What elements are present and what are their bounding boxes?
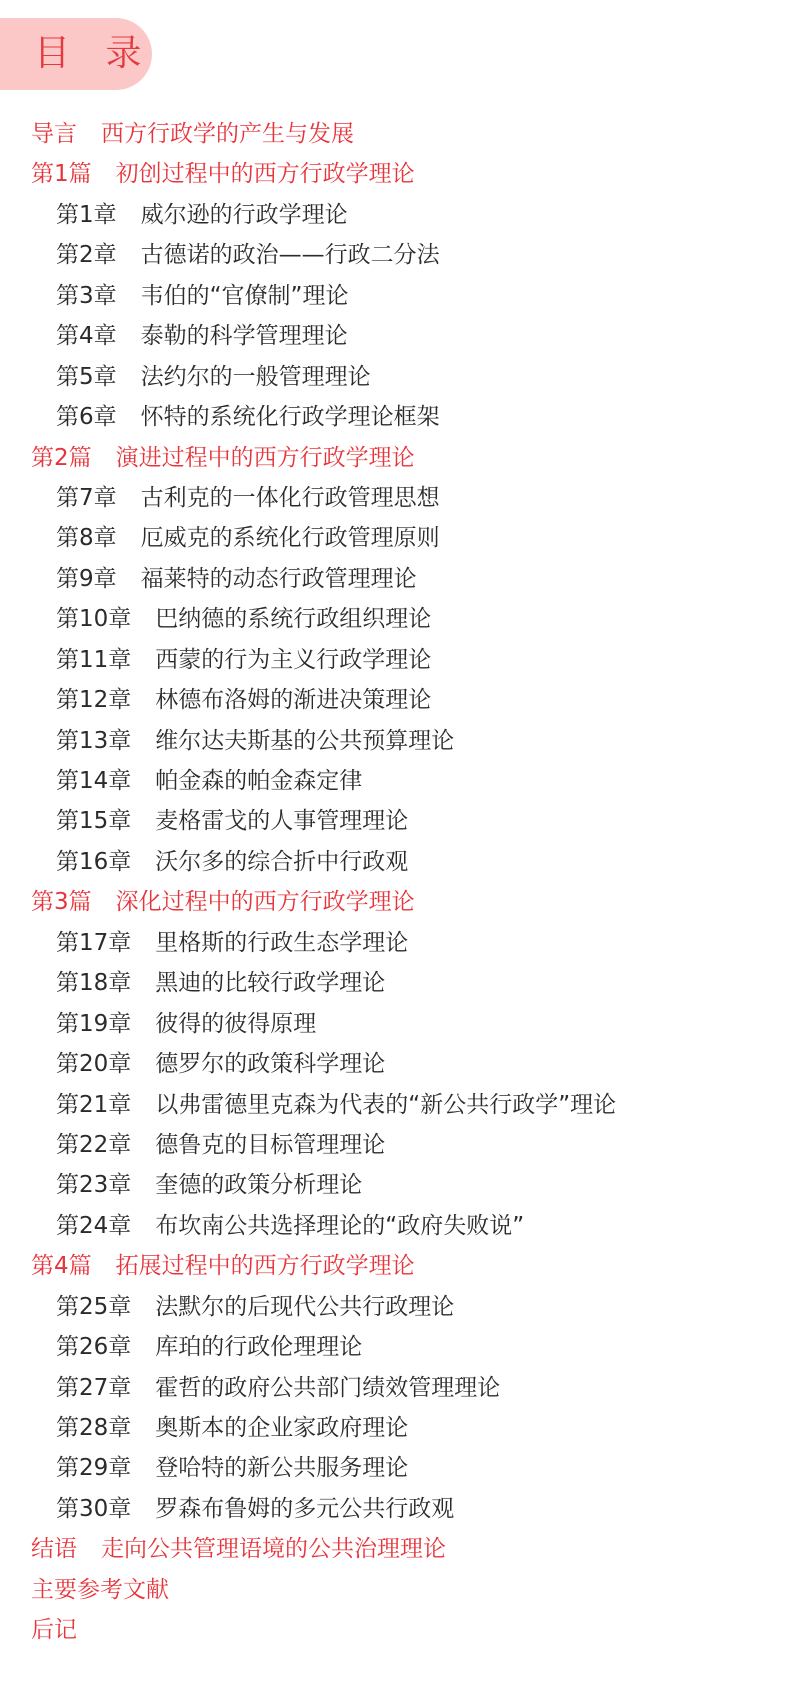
toc-entry-number: 第28章 <box>56 1415 132 1441</box>
toc-entry-number: 第18章 <box>56 970 132 997</box>
toc-entry-title: 德鲁克的目标管理理论 <box>155 1131 386 1158</box>
toc-chapter-entry[interactable] <box>0 801 790 841</box>
toc-entry-number: 第20章 <box>56 1051 132 1078</box>
toc-entry-title: 巴纳德的系统行政组织理论 <box>155 606 432 633</box>
toc-part-entry[interactable] <box>0 1610 790 1650</box>
toc-chapter-entry[interactable] <box>0 1206 790 1246</box>
toc-entry-title: 登哈特的新公共服务理论 <box>155 1455 409 1482</box>
toc-entry-title: 奥斯本的企业家政府理论 <box>155 1415 409 1441</box>
toc-entry-title: 霍哲的政府公共部门绩效管理理论 <box>155 1374 501 1401</box>
toc-entry-number: 第17章 <box>56 929 132 956</box>
toc-chapter-entry[interactable] <box>0 559 790 599</box>
toc-entry-number: 第22章 <box>56 1131 132 1158</box>
toc-part-entry[interactable] <box>0 882 790 922</box>
toc-list <box>0 114 790 1651</box>
toc-chapter-entry[interactable] <box>0 1085 790 1125</box>
toc-entry-title: 罗森布鲁姆的多元公共行政观 <box>155 1495 455 1522</box>
toc-entry-title: 布坎南公共选择理论的“政府失败说” <box>155 1212 525 1239</box>
toc-chapter-entry[interactable] <box>0 1044 790 1084</box>
toc-entry-title: 黑迪的比较行政学理论 <box>155 970 386 997</box>
toc-entry-number: 第26章 <box>56 1334 132 1361</box>
toc-entry-number: 第1章 <box>56 201 117 228</box>
toc-entry-number: 第2篇 <box>31 444 92 471</box>
toc-entry-title: 沃尔多的综合折中行政观 <box>155 848 409 875</box>
toc-chapter-entry[interactable] <box>0 1408 790 1448</box>
toc-part-entry[interactable] <box>0 154 790 194</box>
toc-chapter-entry[interactable] <box>0 1125 790 1165</box>
toc-entry-title: 里格斯的行政生态学理论 <box>155 929 409 956</box>
toc-entry-title: 威尔逊的行政学理论 <box>140 201 348 228</box>
toc-entry-title: 演进过程中的西方行政学理论 <box>115 444 415 471</box>
toc-entry-number: 第4篇 <box>31 1253 92 1280</box>
toc-entry-title: 福莱特的动态行政管理理论 <box>140 565 417 592</box>
toc-chapter-entry[interactable] <box>0 842 790 882</box>
toc-entry-number: 第19章 <box>56 1010 132 1037</box>
toc-entry-title: 法默尔的后现代公共行政理论 <box>155 1293 455 1320</box>
toc-entry-number: 第3篇 <box>31 889 92 916</box>
toc-chapter-entry[interactable] <box>0 599 790 639</box>
toc-entry-title: 后记 <box>31 1617 77 1644</box>
toc-chapter-entry[interactable] <box>0 1489 790 1529</box>
toc-entry-title: 古利克的一体化行政管理思想 <box>140 484 440 511</box>
toc-entry-title: 初创过程中的西方行政学理论 <box>115 161 415 188</box>
toc-chapter-entry[interactable] <box>0 1287 790 1327</box>
toc-chapter-entry[interactable] <box>0 1327 790 1367</box>
toc-header-badge <box>0 18 152 90</box>
toc-chapter-entry[interactable] <box>0 640 790 680</box>
toc-chapter-entry[interactable] <box>0 721 790 761</box>
toc-entry-number: 第1篇 <box>31 161 92 188</box>
toc-entry-number: 第8章 <box>56 525 117 552</box>
toc-chapter-entry[interactable] <box>0 680 790 720</box>
toc-chapter-entry[interactable] <box>0 316 790 356</box>
toc-chapter-entry[interactable] <box>0 1448 790 1488</box>
toc-entry-number: 第21章 <box>56 1091 132 1118</box>
toc-entry-title: 法约尔的一般管理理论 <box>140 363 371 390</box>
toc-entry-title: 彼得的彼得原理 <box>155 1010 317 1037</box>
toc-part-entry[interactable] <box>0 438 790 478</box>
toc-entry-number: 第7章 <box>56 484 117 511</box>
toc-chapter-entry[interactable] <box>0 923 790 963</box>
toc-chapter-entry[interactable] <box>0 518 790 558</box>
toc-entry-number: 结语 <box>31 1536 77 1563</box>
toc-chapter-entry[interactable] <box>0 1368 790 1408</box>
toc-entry-number: 第30章 <box>56 1495 132 1522</box>
toc-entry-number: 第4章 <box>56 323 117 350</box>
toc-entry-number: 第25章 <box>56 1293 132 1320</box>
toc-entry-number: 第9章 <box>56 565 117 592</box>
toc-entry-title: 厄威克的系统化行政管理原则 <box>140 525 440 552</box>
toc-entry-title: 古德诺的政治——行政二分法 <box>140 242 440 269</box>
toc-chapter-entry[interactable] <box>0 478 790 518</box>
toc-part-entry[interactable] <box>0 1246 790 1286</box>
toc-chapter-entry[interactable] <box>0 761 790 801</box>
toc-entry-title: 主要参考文献 <box>31 1576 169 1603</box>
toc-entry-title: 深化过程中的西方行政学理论 <box>115 889 415 916</box>
toc-chapter-entry[interactable] <box>0 397 790 437</box>
toc-entry-number: 第6章 <box>56 404 117 431</box>
toc-entry-title: 以弗雷德里克森为代表的“新公共行政学”理论 <box>155 1091 617 1118</box>
toc-entry-number: 第16章 <box>56 848 132 875</box>
toc-chapter-entry[interactable] <box>0 963 790 1003</box>
toc-entry-number: 第13章 <box>56 727 132 754</box>
toc-entry-number: 第11章 <box>56 646 132 673</box>
toc-entry-number: 第15章 <box>56 808 132 835</box>
toc-entry-number: 第5章 <box>56 363 117 390</box>
toc-entry-number: 第29章 <box>56 1455 132 1482</box>
toc-entry-number: 第10章 <box>56 606 132 633</box>
toc-entry-number: 第3章 <box>56 282 117 309</box>
toc-entry-title: 韦伯的“官僚制”理论 <box>140 282 349 309</box>
toc-entry-title: 奎德的政策分析理论 <box>155 1172 363 1199</box>
toc-chapter-entry[interactable] <box>0 1004 790 1044</box>
toc-entry-title: 麦格雷戈的人事管理理论 <box>155 808 409 835</box>
toc-entry-title: 林德布洛姆的渐进决策理论 <box>155 687 432 714</box>
toc-entry-title: 走向公共管理语境的公共治理理论 <box>101 1536 446 1563</box>
toc-entry-title: 库珀的行政伦理理论 <box>155 1334 363 1361</box>
toc-entry-title: 西方行政学的产生与发展 <box>101 121 354 147</box>
toc-entry-title: 德罗尔的政策科学理论 <box>155 1051 386 1078</box>
toc-entry-number: 第12章 <box>56 687 132 714</box>
toc-part-entry[interactable] <box>0 1570 790 1610</box>
toc-entry-title: 西蒙的行为主义行政学理论 <box>155 646 432 673</box>
toc-chapter-entry[interactable] <box>0 235 790 275</box>
toc-entry-title: 泰勒的科学管理理论 <box>140 323 348 350</box>
toc-part-entry[interactable] <box>0 1529 790 1569</box>
toc-title: 目 录 <box>34 33 154 74</box>
toc-entry-number: 第2章 <box>56 242 117 269</box>
toc-entry-number: 导言 <box>31 121 77 147</box>
toc-part-entry[interactable] <box>0 114 790 154</box>
toc-entry-title: 帕金森的帕金森定律 <box>155 768 363 794</box>
toc-entry-title: 维尔达夫斯基的公共预算理论 <box>155 727 455 754</box>
toc-chapter-entry[interactable] <box>0 1165 790 1205</box>
toc-entry-number: 第14章 <box>56 768 132 794</box>
toc-entry-title: 拓展过程中的西方行政学理论 <box>115 1253 415 1280</box>
toc-chapter-entry[interactable] <box>0 195 790 235</box>
toc-entry-title: 怀特的系统化行政学理论框架 <box>140 404 440 431</box>
toc-entry-number: 第23章 <box>56 1172 132 1199</box>
toc-entry-number: 第24章 <box>56 1212 132 1239</box>
toc-chapter-entry[interactable] <box>0 276 790 316</box>
toc-entry-number: 第27章 <box>56 1374 132 1401</box>
toc-chapter-entry[interactable] <box>0 357 790 397</box>
